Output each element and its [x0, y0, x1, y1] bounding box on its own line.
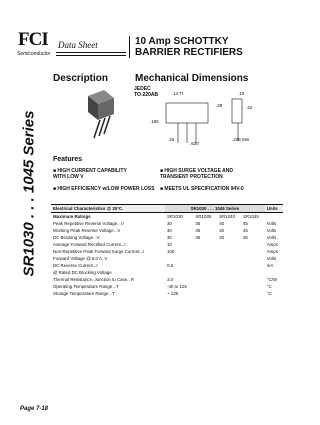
table-row [51, 241, 283, 248]
table-cell [193, 269, 217, 276]
feature-item: ■ HIGH SURGE VOLTAGE AND TRANSIENT PROTECTION [160, 168, 233, 180]
table-header: Electrical Characteristics @ 25°C. [53, 206, 124, 211]
table-cell: Peak Repetitive Reverse Voltage...V [53, 221, 124, 226]
table-cell: 100 [166, 249, 175, 254]
table-row [51, 276, 283, 283]
table-cell: 35 [195, 235, 201, 240]
dim-label: .39 [216, 103, 223, 108]
table-cell: Storage Temperature Range...T [53, 291, 115, 296]
feature-item: ■ MEETS UL SPECIFICATION 94V-0 [160, 186, 244, 192]
header-rule [56, 55, 126, 56]
table-cell: SR1045 [242, 214, 259, 219]
table-cell: °C/W [266, 277, 278, 282]
mechanical-drawing [150, 91, 270, 151]
dim-label: .195 [150, 119, 159, 124]
title-line: 10 Amp SCHOTTKY [135, 36, 229, 47]
table-row [51, 248, 283, 255]
table-header: SR1030 . . . 1045 Series [165, 205, 265, 213]
feature-item: ■ HIGH EFFICIENCY w/LOW POWER LOSS [53, 186, 155, 192]
table-cell [193, 241, 217, 248]
table-cell: Amps [266, 249, 278, 254]
table-cell: 10 [166, 242, 172, 247]
table-cell: Volts [266, 221, 277, 226]
table-cell: SR1030 [166, 214, 183, 219]
title-line: BARRIER RECTIFIERS [135, 47, 243, 58]
feature-text: TRANSIENT PROTECTION [160, 174, 223, 180]
feature-text: WITH LOW V [53, 174, 84, 180]
table-cell [217, 276, 241, 283]
table-row [51, 290, 283, 297]
feature-item: ■ HIGH CURRENT CAPABILITY WITH LOW V [53, 168, 127, 180]
table-cell: Forward Voltage @ 5.0 A, V [53, 256, 108, 261]
dim-label: .14 Tl [172, 91, 184, 96]
table-cell: 3.0 [166, 277, 174, 282]
table-cell [165, 269, 193, 276]
table-cell: 45 [242, 221, 248, 226]
jedec-package: TO-220AB [134, 92, 159, 98]
table-cell: + 125 [166, 291, 179, 296]
table-cell: 45 [242, 235, 248, 240]
table-cell: 40 [219, 228, 225, 233]
package-image [80, 90, 120, 142]
dim-label: .225 Min [232, 137, 250, 142]
series-banner [14, 70, 38, 320]
table-cell [265, 269, 283, 276]
table-header: Units [266, 206, 278, 211]
table-cell: Thermal Resistance, Junction to Case...R [53, 277, 135, 282]
table-cell: @ Rated DC Blocking Voltage [53, 270, 112, 275]
electrical-characteristics-table [51, 204, 283, 297]
table-cell: mA [266, 263, 274, 268]
table-cell [193, 276, 217, 283]
table-cell: DC Blocking Voltage...V [53, 235, 100, 240]
table-cell [241, 269, 265, 276]
table-cell: 35 [195, 221, 201, 226]
table-cell: Amps [266, 242, 278, 247]
feature-text: MEETS UL SPECIFICATION 94V-0 [164, 186, 244, 192]
table-cell [217, 283, 241, 290]
table-cell [217, 248, 241, 255]
table-cell: 30 [166, 228, 172, 233]
table-cell [193, 283, 217, 290]
table-cell: Non-Repetitive Peak Forward Surge Current...I [53, 249, 145, 254]
table-cell [241, 248, 265, 255]
table-cell [217, 269, 241, 276]
dim-label: .10 [238, 91, 245, 96]
table-cell: DC Reverse Current...I [53, 263, 98, 268]
table-cell [217, 255, 241, 262]
jedec-name: JEDEC [134, 86, 151, 92]
table-cell [193, 248, 217, 255]
table-row [51, 269, 283, 276]
table-cell [217, 262, 241, 269]
table-row [51, 262, 283, 269]
table-cell [241, 276, 265, 283]
table-cell: 40 [219, 235, 225, 240]
table-cell: 35 [195, 228, 201, 233]
table-cell: Average Forward Rectified Current...I [53, 242, 126, 247]
feature-text: HIGH SURGE VOLTAGE AND [164, 168, 233, 174]
table-cell: SR1035 [195, 214, 212, 219]
logo [18, 30, 46, 50]
features-heading: Features [53, 156, 83, 163]
page-number: Page 7-18 [20, 406, 49, 412]
table-cell: Volts [266, 235, 277, 240]
table-cell: 0.5 [166, 263, 174, 268]
table-row [51, 227, 283, 234]
table-cell: °C [266, 291, 272, 296]
dim-label: .620 [190, 141, 199, 146]
table-cell: Operating Temperature Range...T [53, 284, 119, 289]
table-cell: 45 [242, 228, 248, 233]
table-cell [217, 241, 241, 248]
table-cell [241, 290, 265, 297]
table-cell [217, 290, 241, 297]
table-cell: Maximum Ratings [53, 214, 91, 219]
logo-letters: FCI [18, 29, 48, 50]
dim-label: .42 [246, 105, 253, 110]
header-divider [129, 36, 130, 58]
table-cell [241, 255, 265, 262]
table-cell: SR1040 [219, 214, 236, 219]
table-cell [193, 290, 217, 297]
mechanical-heading: Mechanical Dimensions [135, 73, 249, 84]
header-rule [56, 52, 126, 53]
table-row [51, 255, 283, 262]
table-cell [241, 241, 265, 248]
table-cell: °C [266, 284, 272, 289]
table-cell: 30 [166, 235, 172, 240]
table-row [51, 220, 283, 227]
description-heading: Description [53, 73, 109, 84]
table-cell: 40 [219, 221, 225, 226]
page-title [135, 36, 243, 58]
dim-label: .25 [168, 137, 175, 142]
table-cell [241, 262, 265, 269]
table-cell [165, 255, 193, 262]
feature-text: HIGH CURRENT CAPABILITY [57, 168, 127, 174]
table-row [51, 283, 283, 290]
table-cell [193, 255, 217, 262]
table-cell [265, 213, 283, 221]
table-cell: -40 to 125 [166, 284, 187, 289]
table-cell [241, 283, 265, 290]
table-row [51, 234, 283, 241]
data-sheet-label: Data Sheet [58, 40, 98, 50]
table-cell [193, 262, 217, 269]
logo-subtitle: Semiconductor [17, 51, 51, 57]
table-cell: Working Peak Reverse Voltage...V [53, 228, 121, 233]
table-cell: Volts [266, 256, 277, 261]
table-cell: 30 [166, 221, 172, 226]
feature-text: HIGH EFFICIENCY w/LOW POWER LOSS [57, 186, 155, 192]
table-cell: Volts [266, 228, 277, 233]
series-label: SR1030 . . . 1045 Series [20, 110, 38, 277]
